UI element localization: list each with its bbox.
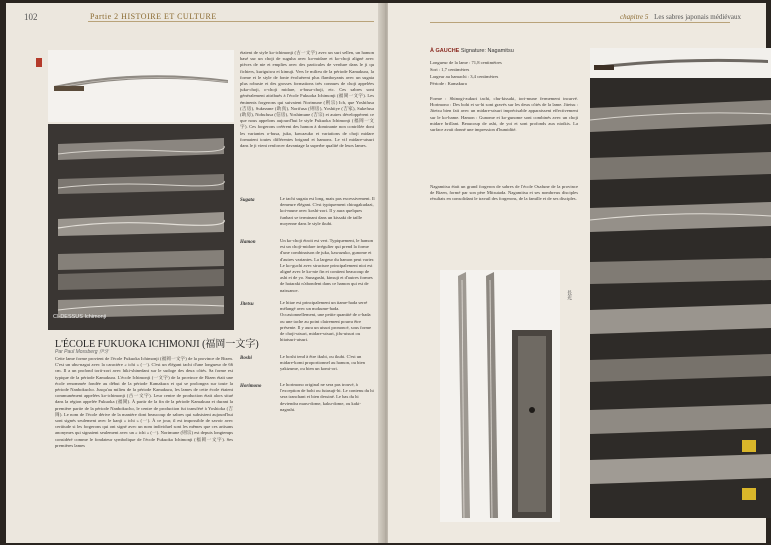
- byline: Par Paul Mossberg 伊牙: [55, 349, 109, 355]
- spec-heading: [430, 48, 514, 54]
- right-header-rule: [430, 22, 730, 23]
- gloss-text-hamon: Un ko-choji étroit est vert. Typiquement, le hamon est un choji-midare irrégulier qui prend la forme d'une combinaison de juka, kawazuko, gunome et d'autres variantes. La largeur du hamon peut varier. Le ko-guchi avec structure principalement nioi est aligné avec le ko-nie fin et contient beaucoup de ashi et de yo. Sunagashi, kinsuji et d'autres formes de hataraki n'abondent dans ce hamon qui est de naissance.: [280, 238, 375, 293]
- right-column-text: étaient de style ko-ichimonji (古一文字) avec un suri sellen, un hamon basé sur un choji de suguha avec ko-midare et ko-choji aligné avec pièces de nie et emplies avec des particules de verdure dans le ji qu fichiers, kuriguiwa et kimuji. Vers le milieu de la période Kamakura, la forme et le style de fonte évoluèrent plus flamboyants avec un sugata plus robuste et des grosses formations très connues de choji appelées juka-choji, o-choji midare, o-busa-choji, etc. Ces sabres sont généralement attribués à l'école Fukuoka Ichimonji (福岡一文字). Les éminents forgerons qui suivaient Norimune (則宗) Ich, que Yoshifusa (吉房), Sukezane (助真), Norifusa (則房), Yoshiiye (吉家), Sukefusa (助房), Nobufusa (信房), Yoshimune (吉宗) et autres développèrent ce que nous appelons aujourd'hui le style Fukuoka Ichimonji (福岡一文字). Ces forgerons créèrent des hamon à dominante non contrôlée dont les variantes o-busa, juka, kawazuko et variations de choji midare formaient toutes différentes brigand et hamons. Le vif midare-utsuri dans le ji vient renforcer davantage la superbe qualité de leurs lames.: [240, 50, 374, 149]
- chapter-label: chapitre 5: [620, 13, 649, 21]
- right-running-head: [620, 13, 741, 21]
- red-seal-stamp: [36, 58, 42, 67]
- spec-heading-label: À GAUCHE: [430, 48, 460, 54]
- blade-strip-images: [590, 48, 771, 518]
- blade-description: Forme : Shinogi-zukuri tachi, chu-kissaki, iori-mune fermement incurvé. Horimono : Des bohi et so-hi sont gravés sur les deux côtés de la lame. Jitetsu : Jitetsu bien fait avec un midare-utsuri imprécisable apparaissent effectivement sur le ko-hame. Hamon : Gunome et ko-gunome sont combinés avec un choji midare brillant. Beaucoup de ashi, de yoi et sont profonds aux nioikis. La surface avait donné une impression d'humidité.: [430, 96, 578, 133]
- closing-paragraph: Nagamitsu était un grand forgeron de sabres de l'école Osafune de la province de Bizen, formé par son père Mitsutada. Nagamitsu et ses nombreux disciples résultats en consolidant le travail des forgerons, de la famille et de ses disciples.: [430, 184, 578, 202]
- spec-heading-value: Signature: Nagamitsu: [460, 48, 514, 54]
- vertical-blades: [440, 270, 560, 522]
- chapter-title: Les sabres japonais médiévaux: [654, 13, 741, 21]
- blade-strip-photos: [590, 48, 771, 518]
- gloss-text-horimono: Le horimono original ne sera pas trouvé, à l'exception de bohi ou futasuji-hi. Le contenu du hi sera tranchant et bien dessiné. Le bas du hi deviendra maru-dome, kaku-dome, ou kaki-nagashi.: [280, 382, 374, 412]
- spec-width: Largeur au hamachi : 3,4 centimètres: [430, 74, 499, 79]
- page-number: 102: [24, 12, 38, 22]
- gloss-term-sugata: Sugata: [240, 198, 255, 203]
- blade-detail-photo: [48, 124, 234, 330]
- gloss-term-horimono: Horimono: [240, 384, 262, 389]
- side-caption: 長光: [566, 290, 572, 300]
- spec-sori: Sori : 1,7 centimètres: [430, 67, 470, 72]
- photo-caption: CI-DESSUS Ichimonji: [53, 314, 107, 320]
- full-blade-illustration: [48, 50, 234, 122]
- left-running-head: Partie 2 HISTOIRE ET CULTURE: [90, 12, 217, 21]
- blade-closeups: [48, 124, 234, 330]
- blade-photo-panel: [48, 50, 234, 122]
- gloss-text-sugata: Le tachi sugata est long, mais pas excessivement. Il demeure élégant. C'est typiquement chiragakudazi, koi-mune avec koshi-zori. Il y aura quelques funbari se terminant dans un kissaki de taille moyenne dans le style ikubi.: [280, 196, 375, 226]
- gloss-term-jitetsu: Jitetsu: [240, 302, 254, 307]
- gloss-term-boshi: Boshi: [240, 356, 252, 361]
- vertical-blade-panel: [440, 270, 560, 522]
- gloss-text-jitetsu: Le hitae est principalement un itame-hada serré mélangé avec un mokume-hada. Occasionnellement, une petite quantité de o-hada ou une tache au point clairement pourra être présente. Il y aura un utsuri prononcé, sous forme de choji-utsuri, midare-utsuri, jifu-utsuri ou hitatsuri-utsuri.: [280, 300, 372, 343]
- header-rule: [88, 21, 374, 22]
- left-column-text: Cette lame forme provient de l'école Fukuoka Ichimonji (福岡一文字) de la province de Bizen. C'est un ubu-nagai avec la caractère « ichi » (一). C'est un élégant tachi d'une longueur de 66 cm. Il a un profond torii-zori avec hiki-shinedant sur le sudoge des deux côtés. Sa forme est typique de la période Kamakura. L'école Ichimonji (一文字) de la province de Bizen était une école renommée fondée au début de la période Kamakura et qui se prolongea sur toute la période Nanbokucho. Jusqu'au milieu de la période Kamakura, les lames de cette école étaient communément appelées ko-ichimonji (古一文字). Leur centre de production était alors situé dans la région appelée Fukuoka (福岡). À partir de la fin de la période Kamakura et durant la première partie de la période Nanbokucho, le centre de production fut transféré à Yoshioka (吉岡). Le nom de l'école dérive de la manière dont beaucoup de sabres qui subsistent aujourd'hui sont signés seulement avec le kanji « ichi » (一). À ce jour, il est impossible de savoir avec certitude si les forgerons qui ont signé avec un nom individuel sont les mêmes que ces artisans anonymes qui signaient seulement avec un « ichi » (一). Norimune (則宗) est depuis longtemps considéré comme le fondateur symbolique de l'école Fukuoka Ichimonji (福岡一文字). Ses premières lames: [55, 356, 233, 448]
- section-title: L'ÉCOLE FUKUOKA ICHIMONJI (福岡一文字): [55, 339, 259, 350]
- spec-period: Période : Kamakura: [430, 81, 467, 86]
- gloss-text-boshi: Le boshi tend à être ikubi, ou ikubi. C'est un midare-komi proportionnel au hamon, ou bien yakizume, ou bien un komi-ori.: [280, 354, 365, 372]
- spec-length: Longueur de la lame : 71,8 centimètres: [430, 60, 502, 65]
- gloss-term-hamon: Hamon: [240, 240, 256, 245]
